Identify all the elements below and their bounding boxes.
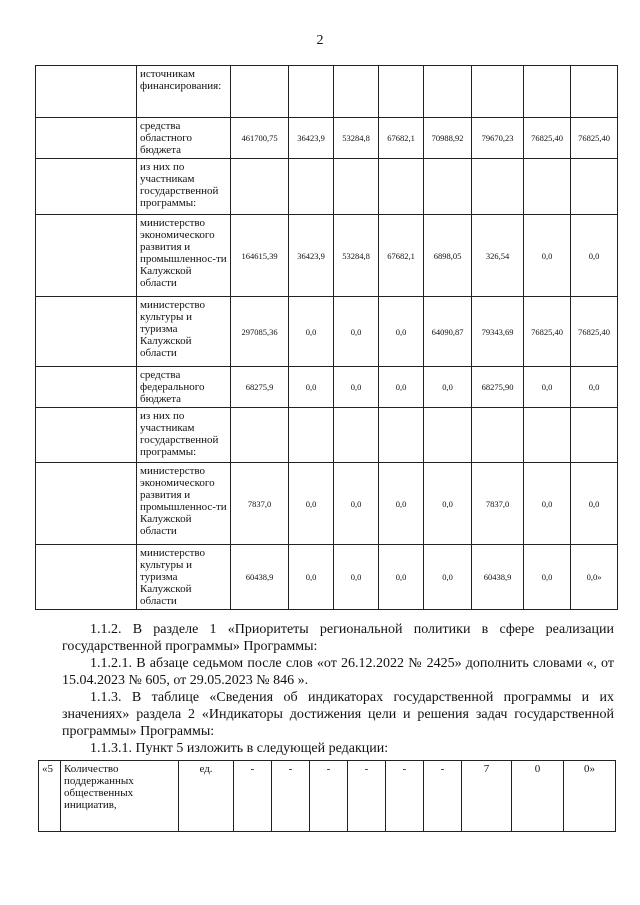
amount-cell: 76825,40 bbox=[524, 297, 571, 367]
amount-cell: 53284,8 bbox=[334, 118, 379, 159]
row-label: средства федерального бюджета bbox=[137, 367, 231, 408]
amount-cell bbox=[334, 408, 379, 463]
amount-cell bbox=[571, 159, 618, 215]
amount-cell: 0,0 bbox=[334, 367, 379, 408]
blank-cell bbox=[36, 118, 137, 159]
financing-row bbox=[36, 66, 618, 118]
indicator-value: - bbox=[386, 761, 424, 832]
amount-cell: 0,0 bbox=[379, 367, 424, 408]
indicator-value: 0» bbox=[564, 761, 616, 832]
indicator-value: 7 bbox=[462, 761, 512, 832]
amount-cell bbox=[571, 408, 618, 463]
amount-cell: 326,54 bbox=[472, 215, 524, 297]
row-label: министерство культуры и туризма Калужской области bbox=[137, 297, 231, 367]
amount-cell: 36423,9 bbox=[289, 215, 334, 297]
amount-cell: 70988,92 bbox=[424, 118, 472, 159]
amount-cell: 60438,9 bbox=[231, 545, 289, 610]
amount-cell: 0,0 bbox=[571, 463, 618, 545]
amount-cell bbox=[424, 408, 472, 463]
amount-cell: 0,0 bbox=[289, 463, 334, 545]
indicator-unit: ед. bbox=[179, 761, 234, 832]
amount-cell: 0,0 bbox=[289, 297, 334, 367]
amount-cell: 0,0 bbox=[379, 545, 424, 610]
amount-cell: 67682,1 bbox=[379, 118, 424, 159]
amount-cell: 0,0 bbox=[571, 215, 618, 297]
indicator-value: - bbox=[348, 761, 386, 832]
blank-cell bbox=[36, 463, 137, 545]
financing-row bbox=[36, 463, 618, 545]
amount-cell: 0,0 bbox=[524, 463, 571, 545]
amount-cell: 0,0 bbox=[379, 297, 424, 367]
blank-cell bbox=[36, 545, 137, 610]
amount-cell: 0,0 bbox=[334, 463, 379, 545]
amount-cell: 0,0 bbox=[424, 367, 472, 408]
financing-row bbox=[36, 367, 618, 408]
row-label: министерство экономического развития и промышленнос-ти Калужской области bbox=[137, 463, 231, 545]
amount-cell: 0,0 bbox=[424, 463, 472, 545]
amount-cell: 0,0 bbox=[289, 545, 334, 610]
amount-cell bbox=[524, 66, 571, 118]
amount-cell bbox=[289, 408, 334, 463]
amount-cell bbox=[334, 159, 379, 215]
amount-cell bbox=[334, 66, 379, 118]
amount-cell bbox=[289, 159, 334, 215]
amount-cell: 0,0» bbox=[571, 545, 618, 610]
indicator-row bbox=[39, 761, 616, 832]
indicator-value: - bbox=[272, 761, 310, 832]
blank-cell bbox=[36, 215, 137, 297]
blank-cell bbox=[36, 66, 137, 118]
amount-cell: 0,0 bbox=[289, 367, 334, 408]
amount-cell: 297085,36 bbox=[231, 297, 289, 367]
amount-cell bbox=[231, 408, 289, 463]
amount-cell: 36423,9 bbox=[289, 118, 334, 159]
row-label: источникам финансирования: bbox=[137, 66, 231, 118]
indicator-value: 0 bbox=[512, 761, 564, 832]
paragraph-1-1-2: 1.1.2. В разделе 1 «Приоритеты региональной политики в сфере реализации государственной программы» Программы: bbox=[62, 622, 614, 654]
financing-row bbox=[36, 408, 618, 463]
amount-cell: 53284,8 bbox=[334, 215, 379, 297]
amount-cell: 7837,0 bbox=[472, 463, 524, 545]
amount-cell: 0,0 bbox=[424, 545, 472, 610]
amount-cell bbox=[472, 66, 524, 118]
row-label: министерство культуры и туризма Калужской области bbox=[137, 545, 231, 610]
blank-cell bbox=[36, 159, 137, 215]
amount-cell: 0,0 bbox=[571, 367, 618, 408]
amount-cell bbox=[524, 408, 571, 463]
blank-cell bbox=[36, 297, 137, 367]
amount-cell bbox=[472, 159, 524, 215]
amount-cell: 0,0 bbox=[334, 545, 379, 610]
amount-cell bbox=[424, 159, 472, 215]
blank-cell bbox=[36, 367, 137, 408]
financing-table bbox=[35, 65, 618, 610]
amount-cell: 0,0 bbox=[334, 297, 379, 367]
amount-cell: 79670,23 bbox=[472, 118, 524, 159]
paragraph-1-1-2-1: 1.1.2.1. В абзаце седьмом после слов «от 26.12.2022 № 2425» дополнить словами «, от 15.04.2023 № 605, от 29.05.2023 № 846 ». bbox=[62, 656, 614, 688]
row-label: из них по участникам государственной программы: bbox=[137, 408, 231, 463]
amount-cell bbox=[424, 66, 472, 118]
financing-row bbox=[36, 159, 618, 215]
amount-cell: 76825,40 bbox=[524, 118, 571, 159]
indicator-value: - bbox=[234, 761, 272, 832]
amount-cell: 6898,05 bbox=[424, 215, 472, 297]
page-number: 2 bbox=[316, 33, 324, 48]
paragraph-1-1-3-1: 1.1.3.1. Пункт 5 изложить в следующей редакции: bbox=[90, 741, 389, 756]
amount-cell: 60438,9 bbox=[472, 545, 524, 610]
indicator-number: «5 bbox=[39, 761, 61, 832]
amount-cell: 164615,39 bbox=[231, 215, 289, 297]
row-label: из них по участникам государственной программы: bbox=[137, 159, 231, 215]
indicator-table bbox=[38, 760, 616, 832]
amount-cell bbox=[379, 159, 424, 215]
indicator-value: - bbox=[424, 761, 462, 832]
amount-cell: 0,0 bbox=[524, 545, 571, 610]
indicator-name: Количество поддержанных общественных инициатив, bbox=[61, 761, 179, 832]
amount-cell bbox=[289, 66, 334, 118]
amount-cell bbox=[231, 66, 289, 118]
amount-cell: 0,0 bbox=[379, 463, 424, 545]
row-label: средства областного бюджета bbox=[137, 118, 231, 159]
amount-cell bbox=[571, 66, 618, 118]
amount-cell: 461700,75 bbox=[231, 118, 289, 159]
indicator-value: - bbox=[310, 761, 348, 832]
amount-cell: 68275,9 bbox=[231, 367, 289, 408]
amount-cell: 7837,0 bbox=[231, 463, 289, 545]
amount-cell bbox=[379, 66, 424, 118]
paragraph-1-1-3: 1.1.3. В таблице «Сведения об индикаторах государственной программы и их значениях» раздела 2 «Индикаторы достижения цели и решения задач государственной программы» Программы: bbox=[62, 690, 614, 739]
amount-cell bbox=[231, 159, 289, 215]
amount-cell bbox=[379, 408, 424, 463]
amount-cell: 68275,90 bbox=[472, 367, 524, 408]
amount-cell: 64090,87 bbox=[424, 297, 472, 367]
blank-cell bbox=[36, 408, 137, 463]
financing-row bbox=[36, 545, 618, 610]
amount-cell: 76825,40 bbox=[571, 297, 618, 367]
amount-cell: 0,0 bbox=[524, 215, 571, 297]
amount-cell bbox=[472, 408, 524, 463]
financing-row bbox=[36, 118, 618, 159]
amount-cell bbox=[524, 159, 571, 215]
amount-cell: 76825,40 bbox=[571, 118, 618, 159]
row-label: министерство экономического развития и промышленнос-ти Калужской области bbox=[137, 215, 231, 297]
amount-cell: 79343,69 bbox=[472, 297, 524, 367]
amount-cell: 0,0 bbox=[524, 367, 571, 408]
amount-cell: 67682,1 bbox=[379, 215, 424, 297]
financing-row bbox=[36, 215, 618, 297]
financing-row bbox=[36, 297, 618, 367]
